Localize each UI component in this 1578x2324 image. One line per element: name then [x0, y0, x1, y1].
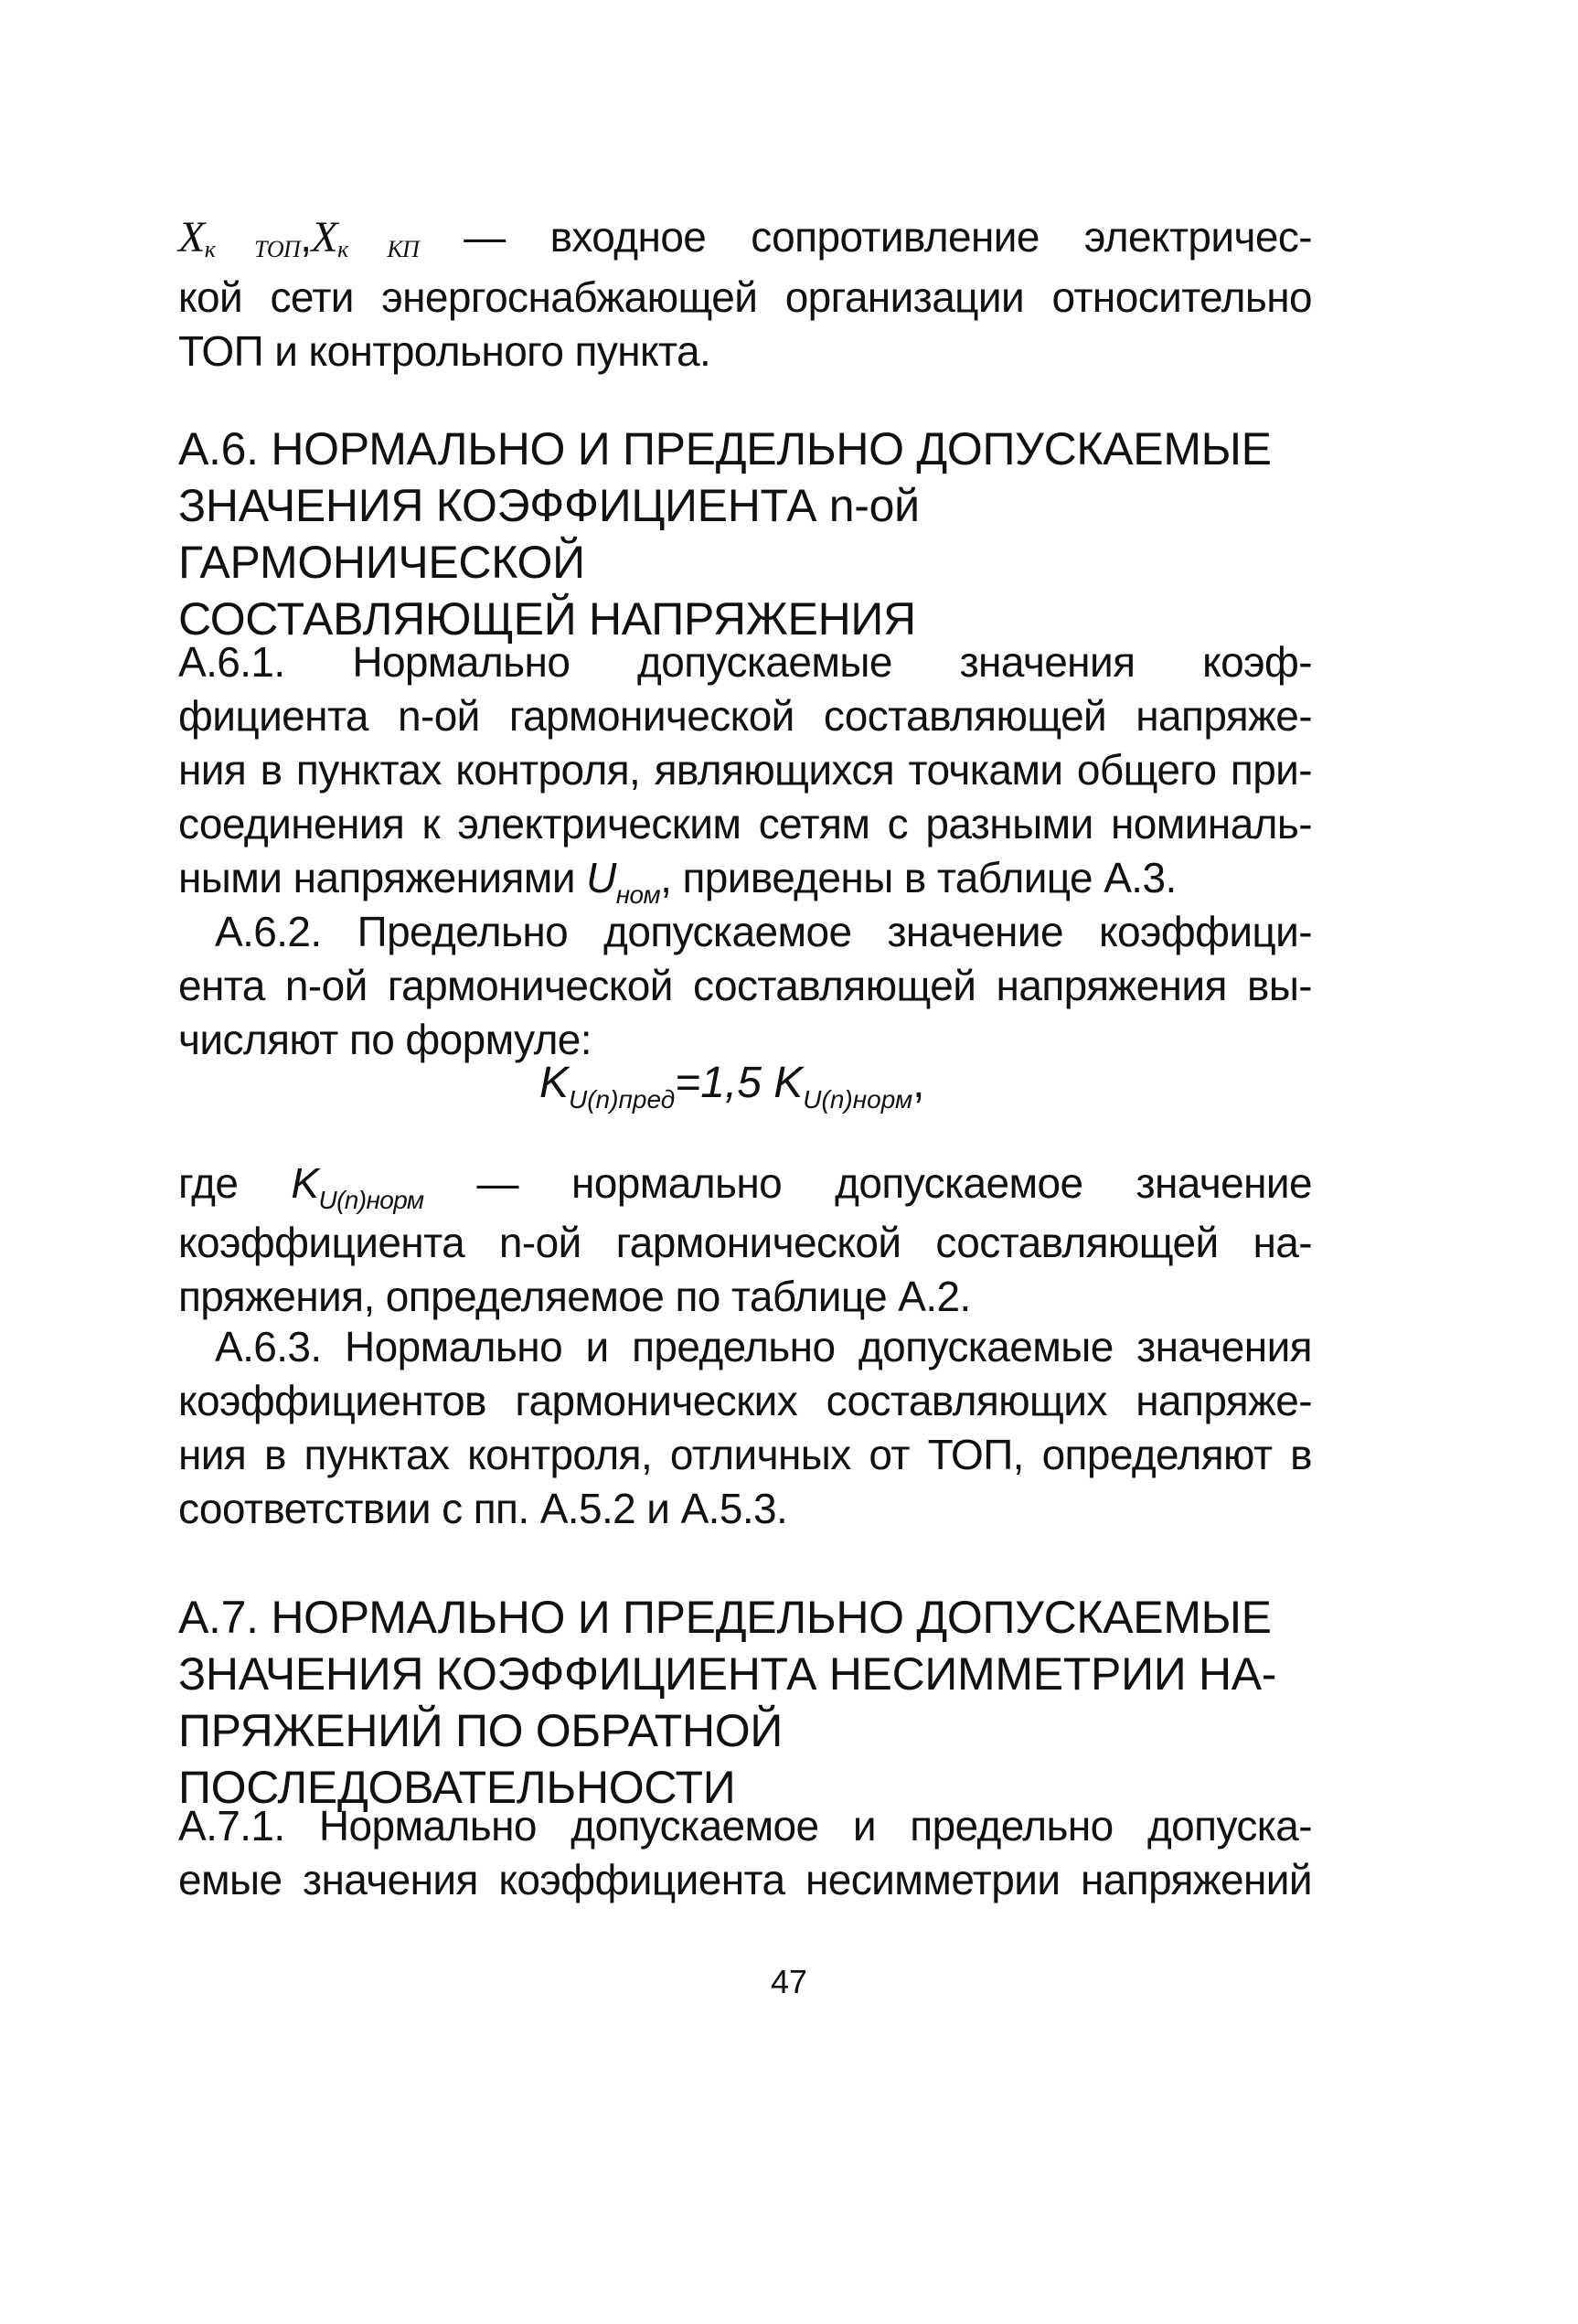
heading-line: А.7. НОРМАЛЬНО И ПРЕДЕЛЬНО ДОПУСКАЕМЫЕ — [178, 1592, 1272, 1643]
text-segment: , приведены в таблице А.3. — [660, 854, 1177, 901]
symbol-x-kp-subscript: к КП — [337, 236, 420, 262]
text-line: кой сети энергоснабжающей организации относительно — [178, 273, 1312, 321]
formula-equals: =1,5 — [675, 1059, 774, 1107]
text-segment: ными напряжениями — [178, 854, 587, 901]
page-number: 47 — [770, 1963, 808, 2000]
paragraph-formula-definition — [178, 1157, 1312, 1324]
symbol-k-norm-subscript: U(n)норм — [318, 1186, 424, 1214]
text-segment: — входное сопротивление электричес- — [419, 213, 1312, 261]
symbol-u-nom: U — [586, 854, 616, 901]
text-line: коэффициента n-ой гармонической составляющей на- — [178, 1219, 1312, 1266]
text-line: А.6.3. Нормально и предельно допускаемые значения — [215, 1323, 1312, 1370]
text-line: коэффициентов гармонических составляющих напряже- — [178, 1377, 1312, 1424]
formula-k: K — [773, 1059, 804, 1107]
symbol-u-nom-subscript: ном — [615, 880, 661, 909]
text-line: числяют по формуле: — [178, 1016, 592, 1063]
text-line: А.6.1. Нормально допускаемые значения коэф- — [178, 638, 1312, 686]
heading-line: ЗНАЧЕНИЯ КОЭФФИЦИЕНТА НЕСИММЕТРИИ НА- — [178, 1648, 1277, 1700]
formula-k-subscript: U(n)пред — [569, 1085, 676, 1114]
paragraph-a6-2 — [178, 905, 1312, 1067]
heading-line: А.6. НОРМАЛЬНО И ПРЕДЕЛЬНО ДОПУСКАЕМЫЕ — [178, 423, 1272, 474]
text-line: соответствии с пп. А.5.2 и А.5.3. — [178, 1485, 788, 1532]
formula-k-subscript: U(n)норм — [803, 1085, 913, 1114]
formula-k-pred — [539, 1056, 925, 1116]
paragraph-a7-1 — [178, 1799, 1312, 1907]
symbol-x-kp: X — [311, 213, 338, 261]
text-line: ента n-ой гармонической составляющей напряжения вы- — [178, 962, 1312, 1009]
text-line: ния в пунктах контроля, являющихся точками общего при- — [178, 746, 1312, 794]
paragraph-input-resistance — [178, 210, 1312, 378]
text-line: А.6.2. Предельно допускаемое значение коэффици- — [215, 908, 1312, 955]
section-heading-a6 — [178, 421, 1312, 647]
text-line: фициента n-ой гармонической составляющей напряже- — [178, 692, 1312, 740]
text-line — [178, 1157, 1312, 1216]
paragraph-a6-3 — [178, 1320, 1312, 1536]
text-segment: где — [178, 1159, 292, 1207]
formula-k: K — [539, 1059, 570, 1107]
text-line: емые значения коэффициента несимметрии напряжений — [178, 1856, 1312, 1903]
text-line: А.7.1. Нормально допускаемое и предельно допуска- — [178, 1802, 1312, 1850]
text-line: ТОП и контрольного пункта. — [178, 327, 711, 375]
text-line: пряжения, определяемое по таблице А.2. — [178, 1273, 971, 1320]
section-heading-a7 — [178, 1589, 1312, 1816]
symbol-x-top: X — [178, 213, 205, 261]
heading-line: ПРЯЖЕНИЙ ПО ОБРАТНОЙ ПОСЛЕДОВАТЕЛЬНОСТИ — [178, 1705, 784, 1813]
symbol-x-top-subscript: к ТОП — [204, 236, 301, 262]
text-line: соединения к электрическим сетям с разными номиналь- — [178, 800, 1312, 848]
text-segment: — нормально допускаемое значение — [423, 1159, 1312, 1207]
symbol-k-norm: K — [291, 1159, 319, 1207]
formula-tail: , — [912, 1059, 925, 1107]
symbol-separator: , — [300, 213, 312, 261]
text-line: ния в пунктах контроля, отличных от ТОП, определяют в — [178, 1431, 1312, 1478]
heading-line: ЗНАЧЕНИЯ КОЭФФИЦИЕНТА n-ой ГАРМОНИЧЕСКОЙ — [178, 480, 920, 588]
text-line — [178, 210, 1312, 271]
text-line — [178, 851, 1312, 911]
paragraph-a6-1 — [178, 635, 1312, 911]
heading-line: СОСТАВЛЯЮЩЕЙ НАПРЯЖЕНИЯ — [178, 593, 916, 645]
